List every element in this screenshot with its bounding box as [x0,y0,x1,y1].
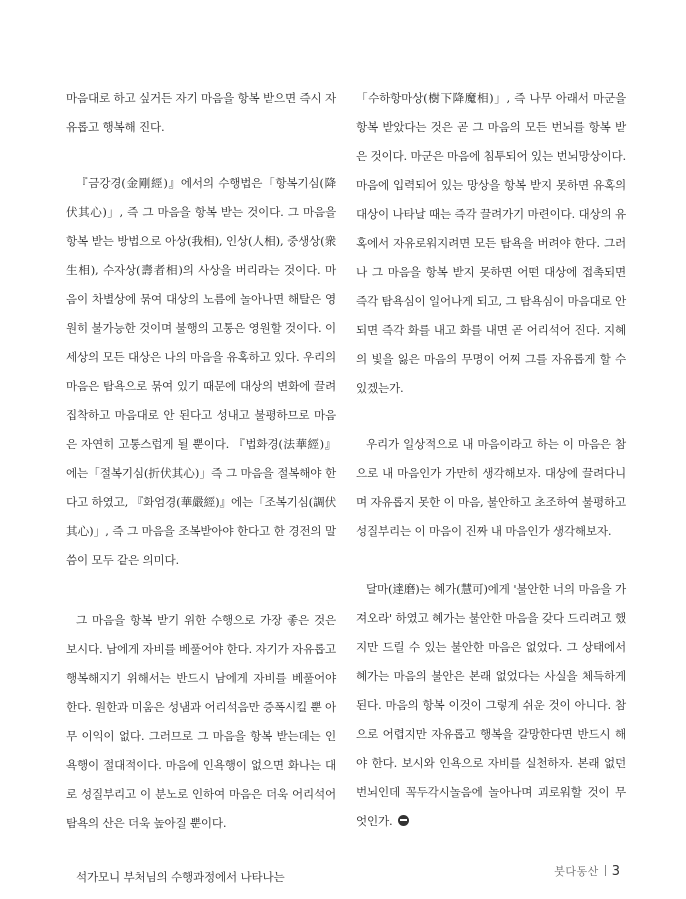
magazine-name: 붓다동산 [554,865,599,878]
right-paragraph-2: 우리가 일상적으로 내 마음이라고 하는 이 마음은 참으로 내 마음인가 가만히 생각해보자. 대상에 끌려다니며 자유롭지 못한 이 마음, 불안하고 초조하여 불평하고 성질부리는 이 마음이 진짜 내 마음인가 생각해보자. [356,437,626,538]
end-mark-icon [398,815,409,826]
right-paragraph-3 [356,575,626,836]
footer-divider [605,865,606,876]
right-paragraph-3-text: 달마(達磨)는 혜가(慧可)에게 '불안한 너의 마음을 가져오라' 하였고 혜가는 불안한 마음을 갖다 드리려고 했지만 드릴 수 있는 불안한 마음은 없었다. 그 상태에서 혜가는 마음의 불안은 본래 없었다는 사실을 체득하게 된다. 마음의 항복 이것이 그렇게 쉬운 것이 아니다. 참으로 어렵지만 자유롭고 행복을 갈망한다면 반드시 해야 한다. 보시와 인욕으로 자비를 실천하자. 본래 없던 번뇌인데 꼭두각시놀음에 놀아나며 괴로워할 것이 무엇인가. [356,582,626,828]
page-footer [554,863,620,879]
left-paragraph-2: 『금강경(金剛經)』에서의 수행법은「항복기심(降伏其心)」, 즉 그 마음을 항복 받는 것이다. 그 마음을 항복 받는 방법으로 아상(我相), 인상(人相), 중생상(衆生相), 수자상(壽者相)의 사상을 버리라는 것이다. 마음이 차별상에 묶여 대상의 노름에 놀아나면 해탈은 영원히 불가능한 것이며 불행의 고통은 영원할 것이다. 이 세상의 모든 대상은 나의 마음을 유혹하고 있다. 우리의 마음은 탐욕으로 묶여 있기 때문에 대상의 변화에 끌려 집착하고 마음대로 안 된다고 성내고 불평하므로 마음은 자연히 고통스럽게 될 뿐이다. 『법화경(法華經)』에는「절복기심(折伏其心)」즉 그 마음을 절복해야 한다고 하였고, 『화엄경(華嚴經)』에는「조복기심(調伏其心)」, 즉 그 마음을 조복받아야 한다고 한 경전의 말씀이 모두 같은 의미다. [66,176,336,567]
page-number: 3 [611,864,620,879]
left-paragraph-4: 석가모니 부처님의 수행과정에서 나타나는 [76,870,285,884]
right-paragraph-1: 「수하항마상(樹下降魔相)」, 즉 나무 아래서 마군을 항복 받았다는 것은 곧 그 마음의 모든 번뇌를 항복 받은 것이다. 마군은 마음에 침투되어 있는 번뇌망상이다. 마음에 입력되어 있는 망상을 항복 받지 못하면 유혹의 대상이 나타날 때는 즉각 끌려가기 마련이다. 대상의 유혹에서 자유로워지려면 모든 탐욕을 버려야 한다. 그러나 그 마음을 항복 받지 못하면 어떤 대상에 접촉되면 즉각 탐욕심이 일어나게 되고, 그 탐욕심이 마음대로 안 되면 즉각 화를 내고 화를 내면 곧 어리석어 진다. 지혜의 빛을 잃은 마음의 무명이 어찌 그를 자유롭게 할 수 있겠는가. [356,91,626,395]
right-column [356,84,626,836]
left-paragraph-1: 마음대로 하고 싶거든 자기 마음을 항복 받으면 즉시 자유롭고 행복해 진다. [66,91,336,134]
left-column [66,84,336,892]
left-paragraph-3: 그 마음을 항복 받기 위한 수행으로 가장 좋은 것은 보시다. 남에게 자비를 베풀어야 한다. 자기가 자유롭고 행복해지기 위해서는 반드시 남에게 자비를 베풀어야 한다. 원한과 미움은 성냄과 어리석음만 증폭시킬 뿐 아무 이익이 없다. 그러므로 그 마음을 항복 받는데는 인욕행이 절대적이다. 마음에 인욕행이 없으면 화나는 대로 성질부리고 이 분노로 인하여 마음은 더욱 어리석어 탐욕의 산은 더욱 높아질 뿐이다. [66,613,336,830]
